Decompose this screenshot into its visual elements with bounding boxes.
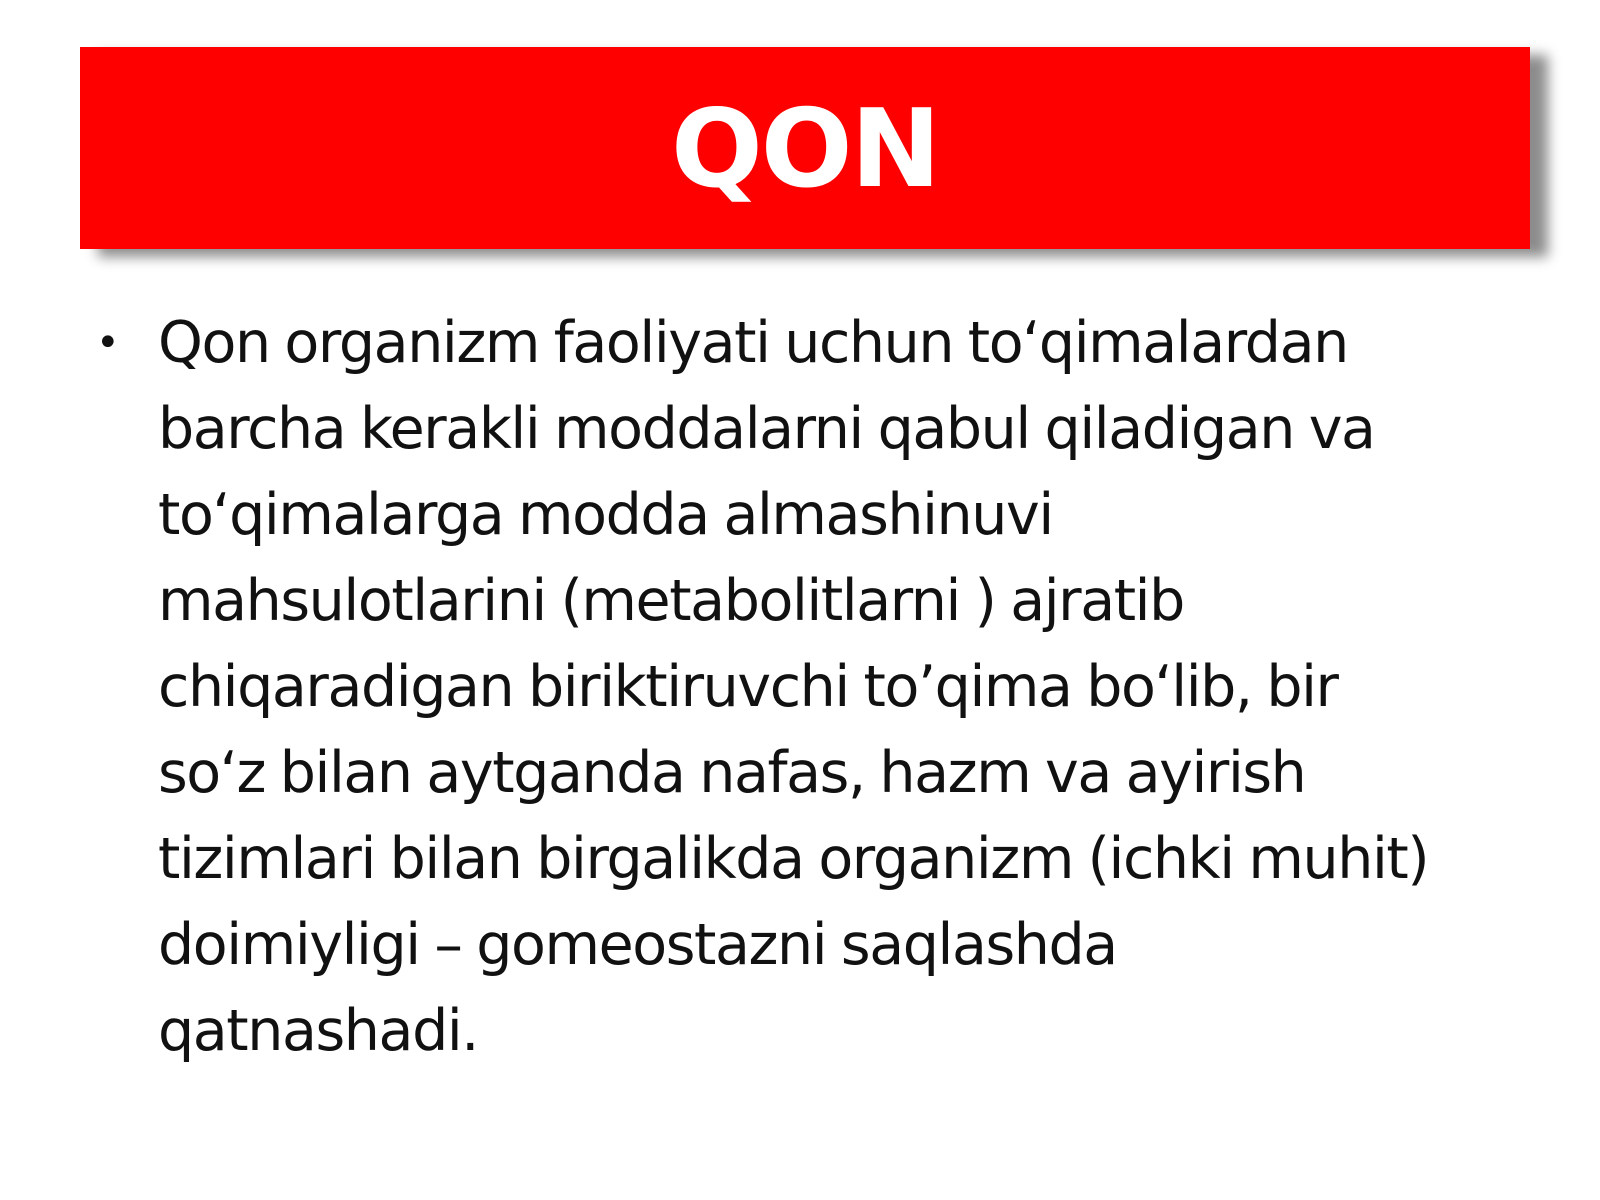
body-line-2: barcha kerakli moddalarni qabul qiladigan va <box>158 396 1375 462</box>
body-line-5: chiqaradigan biriktiruvchi to’qima bo‘lib, bir <box>158 654 1338 720</box>
bullet-text <box>158 300 1428 1074</box>
body-line-1: Qon organizm faoliyati uchun to‘qimalardan <box>158 310 1348 376</box>
bullet-item <box>92 300 1562 1074</box>
body-line-3: to‘qimalarga modda almashinuvi <box>158 482 1053 548</box>
body-line-7: tizimlari bilan birgalikda organizm (ichki muhit) <box>158 826 1429 892</box>
title-banner <box>80 47 1530 249</box>
bullet-dot-icon: • <box>96 320 120 366</box>
body-line-4: mahsulotlarini (metabolitlarni ) ajratib <box>158 568 1184 634</box>
slide-title: QON <box>670 87 939 212</box>
body-line-8: doimiyligi – gomeostazni saqlashda <box>158 912 1117 978</box>
body-line-9: qatnashadi. <box>158 998 479 1064</box>
body-line-6: so‘z bilan aytganda nafas, hazm va ayirish <box>158 740 1306 806</box>
slide-body <box>92 300 1562 1074</box>
